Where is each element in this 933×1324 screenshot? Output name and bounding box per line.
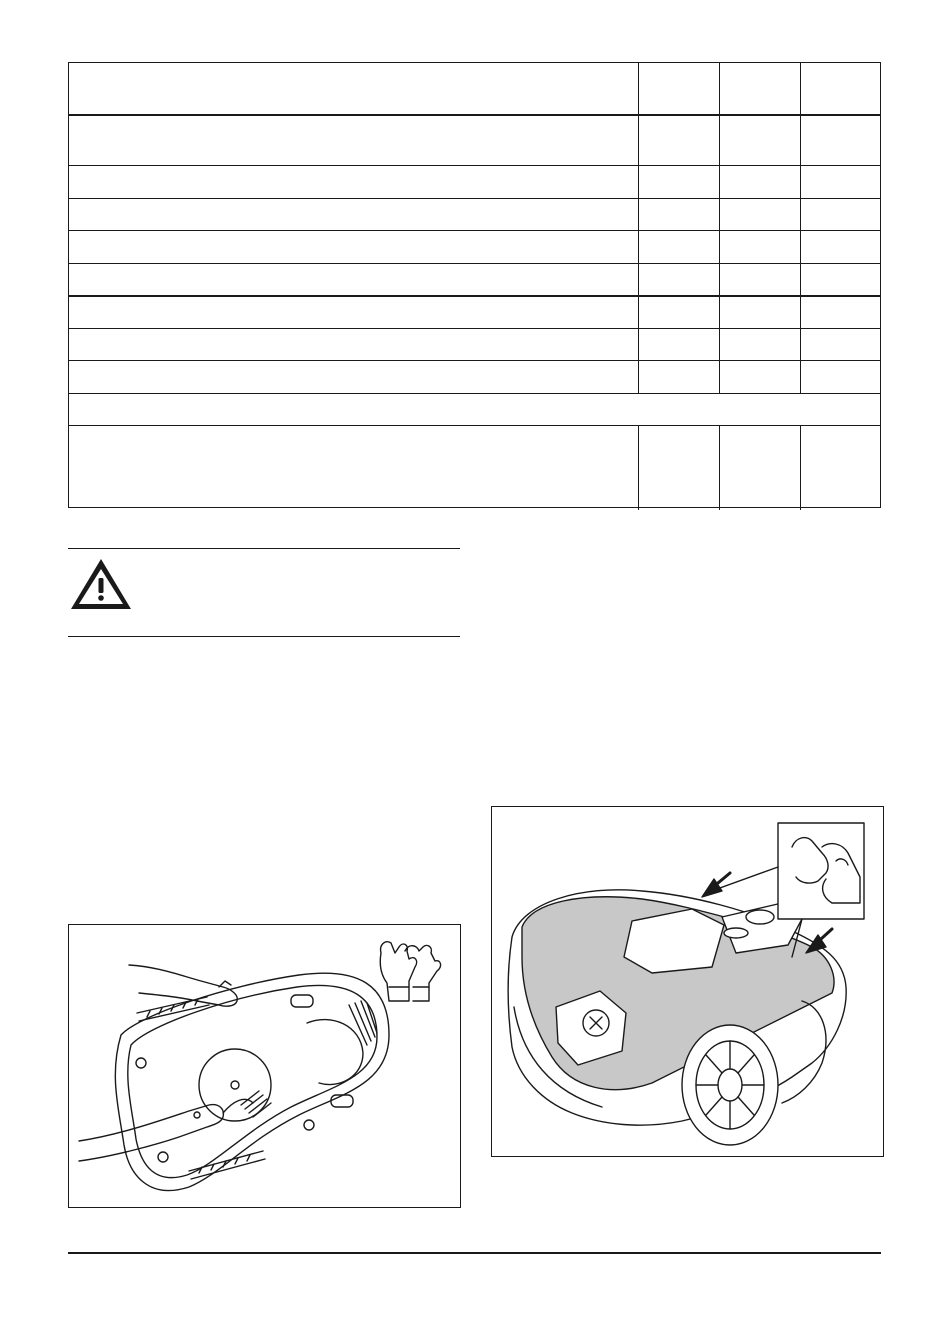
warning-top-rule <box>68 548 460 549</box>
table-header-row <box>69 63 880 114</box>
mower-chassis <box>115 973 389 1190</box>
warning-bottom-rule <box>68 636 460 637</box>
table-row <box>69 263 880 296</box>
footer-rule <box>68 1252 881 1254</box>
underside-cleaning-figure <box>68 924 461 1208</box>
table-row <box>69 198 880 231</box>
body-cleaning-figure <box>491 806 884 1157</box>
table-row <box>69 114 880 167</box>
blade-disc <box>199 1049 271 1121</box>
gloves-icon <box>380 942 440 1001</box>
table-section-row <box>69 393 880 426</box>
table-row <box>69 360 880 394</box>
hand-inset <box>778 823 864 919</box>
table-row <box>69 295 880 330</box>
table-row <box>69 165 880 199</box>
maintenance-table <box>68 62 881 508</box>
table-row <box>69 328 880 361</box>
warning-triangle-icon <box>68 556 134 612</box>
table-row <box>69 425 880 510</box>
brush-icon <box>241 1091 271 1117</box>
lower-arm <box>79 1105 223 1161</box>
table-row <box>69 230 880 264</box>
